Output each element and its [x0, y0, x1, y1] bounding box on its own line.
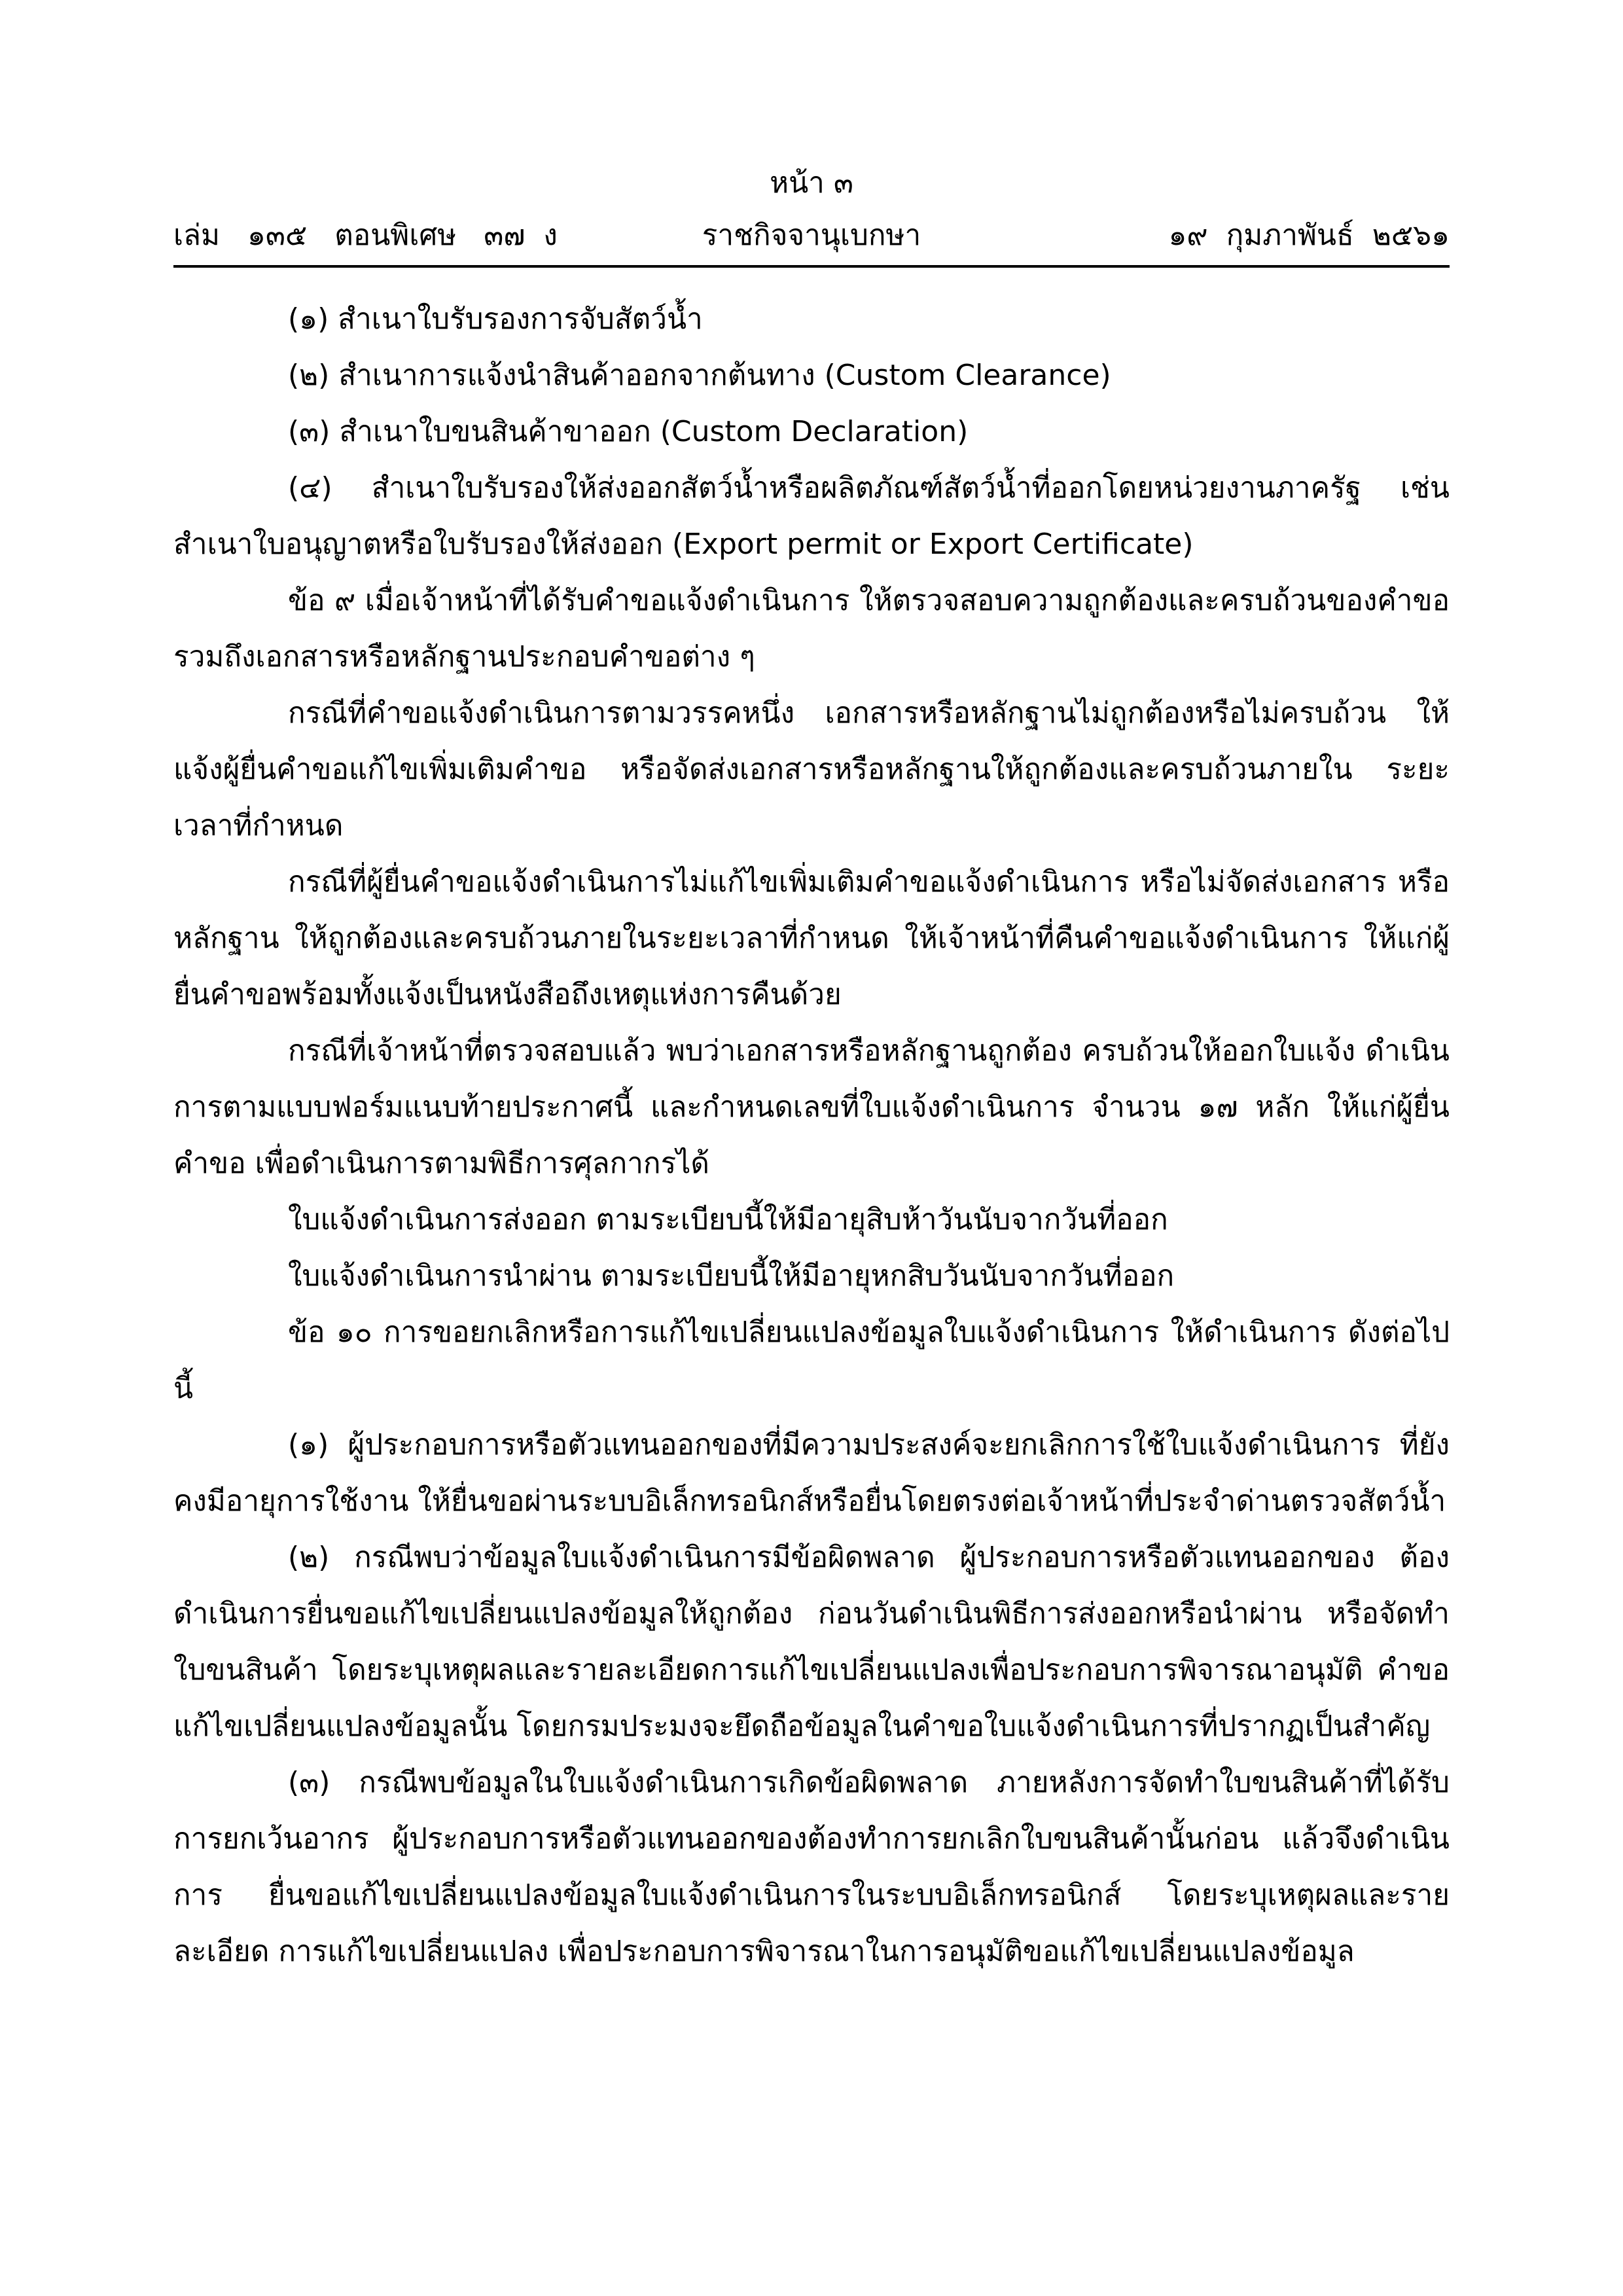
clause-9-para-2: กรณีที่คำขอแจ้งดำเนินการตามวรรคหนึ่ง เอกสารหรือหลักฐานไม่ถูกต้องหรือไม่ครบถ้วน ให้แจ้งผู้ยื่นคำขอแก้ไขเพิ่มเติมคำขอ หรือจัดส่งเอกสารหรือหลักฐานให้ถูกต้องและครบถ้วนภายใน ระยะเวลาที่กำหนด [173, 696, 1450, 842]
header-rule [173, 265, 1450, 268]
clause-10-item-3: (๓) กรณีพบข้อมูลในใบแจ้งดำเนินการเกิดข้อผิดพลาด ภายหลังการจัดทำใบขนสินค้าที่ได้รับ การยกเว้นอากร ผู้ประกอบการหรือตัวแทนออกของต้องทำการยกเลิกใบขนสินค้านั้นก่อน แล้วจึงดำเนินการ ยื่นขอแก้ไขเปลี่ยนแปลงข้อมูลใบแจ้งดำเนินการในระบบอิเล็กทรอนิกส์ โดยระบุเหตุผลและรายละเอียด การแก้ไขเปลี่ยนแปลง เพื่อประกอบการพิจารณาในการอนุมัติขอแก้ไขเปลี่ยนแปลงข้อมูล [173, 1766, 1450, 1968]
clause-9-para-5: ใบแจ้งดำเนินการส่งออก ตามระเบียบนี้ให้มีอายุสิบห้าวันนับจากวันที่ออก [288, 1203, 1168, 1236]
volume-issue: เล่ม ๑๓๕ ตอนพิเศษ ๓๗ ง [173, 219, 558, 252]
publication-date: ๑๙ กุมภาพันธ์ ๒๕๖๑ [1168, 219, 1450, 252]
page-number: หน้า ๓ [770, 166, 853, 200]
item-1: (๑) สำเนาใบรับรองการจับสัตว์น้ำ [288, 302, 703, 336]
clause-10-item-1: (๑) ผู้ประกอบการหรือตัวแทนออกของที่มีความประสงค์จะยกเลิกการใช้ใบแจ้งดำเนินการ ที่ยังคงมีอายุการใช้งาน ให้ยื่นขอผ่านระบบอิเล็กทรอนิกส์หรือยื่นโดยตรงต่อเจ้าหน้าที่ประจำด่านตรวจสัตว์น้ำ [173, 1428, 1450, 1518]
clause-9: ข้อ ๙ เมื่อเจ้าหน้าที่ได้รับคำขอแจ้งดำเนินการ ให้ตรวจสอบความถูกต้องและครบถ้วนของคำขอ รวมถึงเอกสารหรือหลักฐานประกอบคำขอต่าง ๆ [173, 584, 1450, 673]
clause-10-item-2: (๒) กรณีพบว่าข้อมูลใบแจ้งดำเนินการมีข้อผิดพลาด ผู้ประกอบการหรือตัวแทนออกของ ต้องดำเนินการยื่นขอแก้ไขเปลี่ยนแปลงข้อมูลให้ถูกต้อง ก่อนวันดำเนินพิธีการส่งออกหรือนำผ่าน หรือจัดทำใบขนสินค้า โดยระบุเหตุผลและรายละเอียดการแก้ไขเปลี่ยนแปลงเพื่อประกอบการพิจารณาอนุมัติ คำขอแก้ไขเปลี่ยนแปลงข้อมูลนั้น โดยกรมประมงจะยึดถือข้อมูลในคำขอใบแจ้งดำเนินการที่ปรากฏเป็นสำคัญ [173, 1541, 1450, 1743]
item-2: (๒) สำเนาการแจ้งนำสินค้าออกจากต้นทาง (Custom Clearance) [288, 359, 1111, 392]
running-header [173, 216, 1450, 255]
item-3: (๓) สำเนาใบขนสินค้าขาออก (Custom Declaration) [288, 415, 969, 448]
clause-9-para-4: กรณีที่เจ้าหน้าที่ตรวจสอบแล้ว พบว่าเอกสารหรือหลักฐานถูกต้อง ครบถ้วนให้ออกใบแจ้ง ดำเนินการตามแบบฟอร์มแนบท้ายประกาศนี้ และกำหนดเลขที่ใบแจ้งดำเนินการ จำนวน ๑๗ หลัก ให้แก่ผู้ยื่นคำขอ เพื่อดำเนินการตามพิธีการศุลกากรได้ [173, 1034, 1450, 1180]
gazette-title: ราชกิจจานุเบกษา [702, 219, 921, 252]
item-4: (๔) สำเนาใบรับรองให้ส่งออกสัตว์น้ำหรือผลิตภัณฑ์สัตว์น้ำที่ออกโดยหน่วยงานภาครัฐ เช่น สำเนาใบอนุญาตหรือใบรับรองให้ส่งออก (Export permit or Export Certificate) [173, 471, 1450, 561]
clause-9-para-6: ใบแจ้งดำเนินการนำผ่าน ตามระเบียบนี้ให้มีอายุหกสิบวันนับจากวันที่ออก [288, 1259, 1175, 1293]
clause-9-para-3: กรณีที่ผู้ยื่นคำขอแจ้งดำเนินการไม่แก้ไขเพิ่มเติมคำขอแจ้งดำเนินการ หรือไม่จัดส่งเอกสาร หรือหลักฐาน ให้ถูกต้องและครบถ้วนภายในระยะเวลาที่กำหนด ให้เจ้าหน้าที่คืนคำขอแจ้งดำเนินการ ให้แก่ผู้ยื่นคำขอพร้อมทั้งแจ้งเป็นหนังสือถึงเหตุแห่งการคืนด้วย [173, 865, 1450, 1011]
clause-10: ข้อ ๑๐ การขอยกเลิกหรือการแก้ไขเปลี่ยนแปลงข้อมูลใบแจ้งดำเนินการ ให้ดำเนินการ ดังต่อไปนี้ [173, 1316, 1450, 1405]
document-body [173, 291, 1450, 1980]
